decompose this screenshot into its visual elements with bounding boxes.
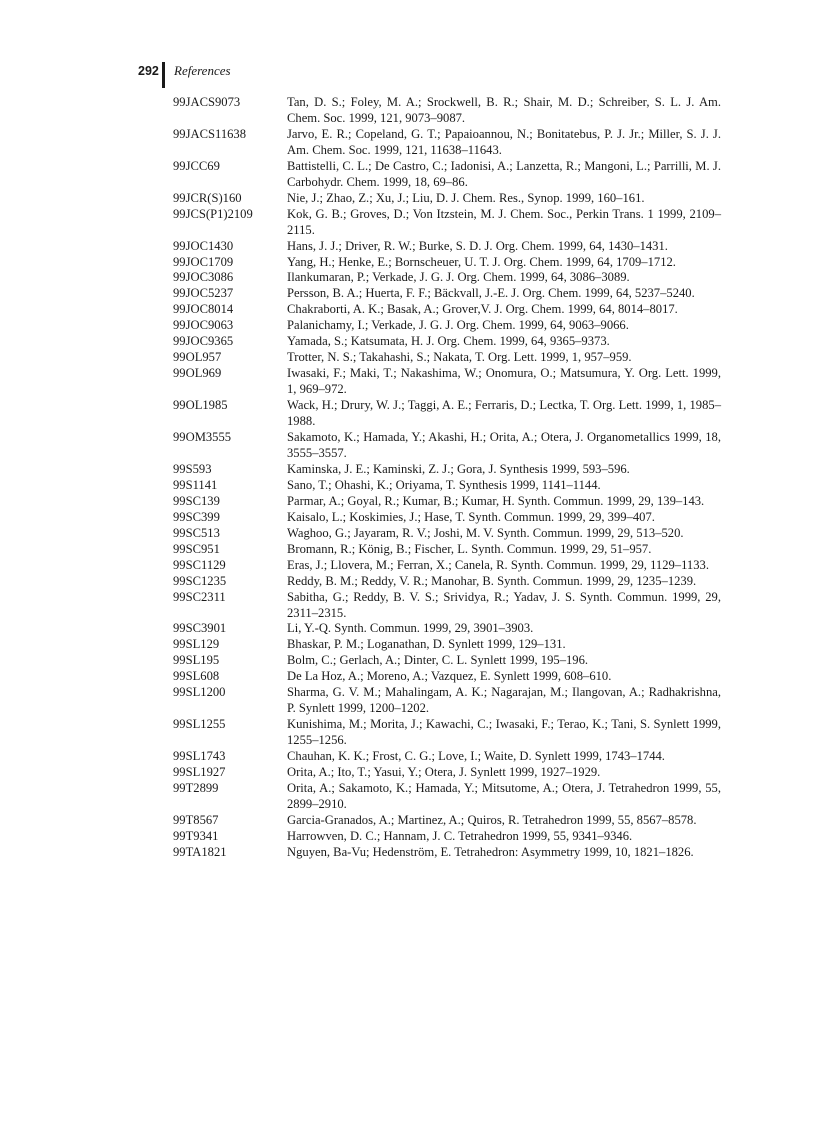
reference-key: 99SC399 (173, 509, 220, 524)
reference-entry (173, 717, 721, 749)
reference-entry (173, 765, 721, 781)
reference-key: 99JOC9365 (173, 334, 234, 349)
reference-key: 99JCS(P1)2109 (173, 206, 253, 221)
reference-citation: Kaminska, J. E.; Kaminski, Z. J.; Gora, J. Synthesis 1999, 593–596. (287, 461, 630, 476)
reference-key: 99JOC9063 (173, 318, 234, 333)
reference-key: 99SC1129 (173, 557, 226, 572)
reference-entry (173, 462, 721, 478)
reference-citation: Trotter, N. S.; Takahashi, S.; Nakata, T. Org. Lett. 1999, 1, 957–959. (287, 350, 632, 365)
reference-entry (173, 558, 721, 574)
reference-citation: Jarvo, E. R.; Copeland, G. T.; Papaioannou, N.; Bonitatebus, P. J. Jr.; Miller, S. J. J. Am. Chem. Soc. 1999, 121, 11638–11643. (287, 126, 721, 157)
reference-entry (173, 350, 721, 366)
reference-citation: Harrowven, D. C.; Hannam, J. C. Tetrahedron 1999, 55, 9341–9346. (287, 828, 633, 843)
reference-key: 99SC1235 (173, 573, 227, 588)
reference-key: 99JOC5237 (173, 286, 234, 301)
reference-key: 99JOC1430 (173, 238, 234, 253)
reference-key: 99OL969 (173, 366, 222, 381)
reference-key: 99SL1200 (173, 685, 226, 700)
reference-key: 99T8567 (173, 812, 219, 827)
reference-citation: Chakraborti, A. K.; Basak, A.; Grover,V. J. Org. Chem. 1999, 64, 8014–8017. (287, 302, 678, 317)
reference-entry (173, 653, 721, 669)
reference-citation: Bromann, R.; König, B.; Fischer, L. Synth. Commun. 1999, 29, 51–957. (287, 541, 652, 556)
reference-key: 99SC951 (173, 541, 220, 556)
reference-key: 99T2899 (173, 780, 219, 795)
reference-citation: Yang, H.; Henke, E.; Bornscheuer, U. T. J. Org. Chem. 1999, 64, 1709–1712. (287, 254, 676, 269)
reference-citation: Yamada, S.; Katsumata, H. J. Org. Chem. 1999, 64, 9365–9373. (287, 334, 610, 349)
reference-citation: Parmar, A.; Goyal, R.; Kumar, B.; Kumar, H. Synth. Commun. 1999, 29, 139–143. (287, 493, 705, 508)
reference-key: 99TA1821 (173, 844, 227, 859)
reference-entry (173, 829, 721, 845)
reference-entry (173, 191, 721, 207)
reference-entry (173, 239, 721, 255)
reference-entry (173, 286, 721, 302)
reference-entry (173, 542, 721, 558)
reference-citation: Kok, G. B.; Groves, D.; Von Itzstein, M. J. Chem. Soc., Perkin Trans. 1 1999, 2109–2115. (287, 206, 721, 237)
reference-citation: Orita, A.; Ito, T.; Yasui, Y.; Otera, J. Synlett 1999, 1927–1929. (287, 765, 601, 780)
reference-citation: Nguyen, Ba-Vu; Hedenström, E. Tetrahedron: Asymmetry 1999, 10, 1821–1826. (287, 844, 694, 859)
reference-key: 99T9341 (173, 828, 219, 843)
reference-citation: Kunishima, M.; Morita, J.; Kawachi, C.; Iwasaki, F.; Terao, K.; Tani, S. Synlett 1999, 1255–1256. (287, 717, 721, 748)
reference-key: 99OL957 (173, 350, 222, 365)
reference-citation: Kaisalo, L.; Koskimies, J.; Hase, T. Synth. Commun. 1999, 29, 399–407. (287, 509, 655, 524)
reference-citation: Sakamoto, K.; Hamada, Y.; Akashi, H.; Orita, A.; Otera, J. Organometallics 1999, 18, 3555–3557. (287, 430, 721, 460)
reference-entry (173, 366, 721, 398)
reference-citation: Hans, J. J.; Driver, R. W.; Burke, S. D. J. Org. Chem. 1999, 64, 1430–1431. (287, 238, 668, 253)
reference-key: 99S1141 (173, 477, 218, 492)
reference-entry (173, 334, 721, 350)
reference-entry (173, 749, 721, 765)
reference-citation: Sano, T.; Ohashi, K.; Oriyama, T. Synthesis 1999, 1141–1144. (287, 477, 601, 492)
reference-entry (173, 845, 721, 861)
reference-entry (173, 590, 721, 622)
reference-key: 99SL1927 (173, 765, 226, 780)
reference-key: 99JOC1709 (173, 254, 234, 269)
reference-entry (173, 494, 721, 510)
reference-citation: Tan, D. S.; Foley, M. A.; Srockwell, B. R.; Shair, M. D.; Schreiber, S. L. J. Am. Chem. Soc. 1999, 121, 9073–9087. (287, 95, 721, 125)
reference-entry (173, 621, 721, 637)
reference-entry (173, 95, 721, 127)
reference-citation: Li, Y.-Q. Synth. Commun. 1999, 29, 3901–3903. (287, 621, 534, 636)
reference-entry (173, 318, 721, 334)
reference-citation: Persson, B. A.; Huerta, F. F.; Bäckvall, J.-E. J. Org. Chem. 1999, 64, 5237–5240. (287, 286, 695, 301)
reference-key: 99JOC8014 (173, 302, 234, 317)
reference-entry (173, 637, 721, 653)
reference-entry (173, 669, 721, 685)
reference-entry (173, 270, 721, 286)
reference-entry (173, 127, 721, 159)
reference-citation: Garcia-Granados, A.; Martinez, A.; Quiros, R. Tetrahedron 1999, 55, 8567–8578. (287, 812, 697, 827)
reference-key: 99OM3555 (173, 430, 232, 445)
reference-entry (173, 510, 721, 526)
reference-entry (173, 781, 721, 813)
reference-citation: Bolm, C.; Gerlach, A.; Dinter, C. L. Synlett 1999, 195–196. (287, 653, 589, 668)
reference-entry (173, 574, 721, 590)
reference-citation: Waghoo, G.; Jayaram, R. V.; Joshi, M. V. Synth. Commun. 1999, 29, 513–520. (287, 525, 684, 540)
reference-key: 99JOC3086 (173, 270, 234, 285)
section-title: References (174, 63, 231, 78)
reference-entry (173, 207, 721, 239)
reference-entry (173, 398, 721, 430)
reference-key: 99JCR(S)160 (173, 190, 242, 205)
reference-citation: Sharma, G. V. M.; Mahalingam, A. K.; Nagarajan, M.; Ilangovan, A.; Radhakrishna, P. Synlett 1999, 1200–1202. (287, 685, 721, 716)
reference-citation: Palanichamy, I.; Verkade, J. G. J. Org. Chem. 1999, 64, 9063–9066. (287, 318, 629, 333)
reference-citation: De La Hoz, A.; Moreno, A.; Vazquez, E. Synlett 1999, 608–610. (287, 669, 612, 684)
reference-key: 99SL1255 (173, 717, 226, 732)
reference-key: 99SL129 (173, 637, 220, 652)
reference-key: 99SC3901 (173, 621, 227, 636)
reference-key: 99SL1743 (173, 749, 226, 764)
reference-entry (173, 430, 721, 462)
reference-list (173, 95, 721, 861)
reference-entry (173, 526, 721, 542)
reference-citation: Battistelli, C. L.; De Castro, C.; Iadonisi, A.; Lanzetta, R.; Mangoni, L.; Parrilli, M. J. Carbohydr. Chem. 1999, 18, 69–86. (287, 158, 721, 189)
reference-citation: Sabitha, G.; Reddy, B. V. S.; Srividya, R.; Yadav, J. S. Synth. Commun. 1999, 29, 2311–2315. (287, 589, 721, 620)
reference-key: 99SL608 (173, 669, 220, 684)
reference-citation: Chauhan, K. K.; Frost, C. G.; Love, I.; Waite, D. Synlett 1999, 1743–1744. (287, 749, 665, 764)
reference-key: 99OL1985 (173, 398, 228, 413)
reference-citation: Reddy, B. M.; Reddy, V. R.; Manohar, B. Synth. Commun. 1999, 29, 1235–1239. (287, 573, 697, 588)
reference-key: 99SC2311 (173, 589, 226, 604)
reference-entry (173, 159, 721, 191)
reference-citation: Wack, H.; Drury, W. J.; Taggi, A. E.; Ferraris, D.; Lectka, T. Org. Lett. 1999, 1, 1985–1988. (287, 398, 721, 429)
reference-key: 99JACS9073 (173, 95, 241, 109)
reference-citation: Orita, A.; Sakamoto, K.; Hamada, Y.; Mitsutome, A.; Otera, J. Tetrahedron 1999, 55, 2899–2910. (287, 780, 721, 811)
reference-citation: Eras, J.; Llovera, M.; Ferran, X.; Canela, R. Synth. Commun. 1999, 29, 1129–1133. (287, 557, 709, 572)
reference-key: 99SC513 (173, 525, 220, 540)
reference-key: 99SC139 (173, 493, 220, 508)
reference-key: 99JACS11638 (173, 126, 247, 141)
reference-entry (173, 685, 721, 717)
reference-citation: Bhaskar, P. M.; Loganathan, D. Synlett 1999, 129–131. (287, 637, 566, 652)
header-rule (162, 62, 165, 88)
reference-citation: Nie, J.; Zhao, Z.; Xu, J.; Liu, D. J. Chem. Res., Synop. 1999, 160–161. (287, 190, 645, 205)
reference-entry (173, 255, 721, 271)
reference-entry (173, 478, 721, 494)
reference-citation: Iwasaki, F.; Maki, T.; Nakashima, W.; Onomura, O.; Matsumura, Y. Org. Lett. 1999, 1, 969–972. (287, 366, 721, 397)
reference-entry (173, 813, 721, 829)
page-number: 292 (138, 64, 159, 78)
reference-key: 99JCC69 (173, 158, 220, 173)
reference-citation: Ilankumaran, P.; Verkade, J. G. J. Org. Chem. 1999, 64, 3086–3089. (287, 270, 630, 285)
reference-key: 99SL195 (173, 653, 220, 668)
reference-entry (173, 302, 721, 318)
reference-key: 99S593 (173, 461, 212, 476)
